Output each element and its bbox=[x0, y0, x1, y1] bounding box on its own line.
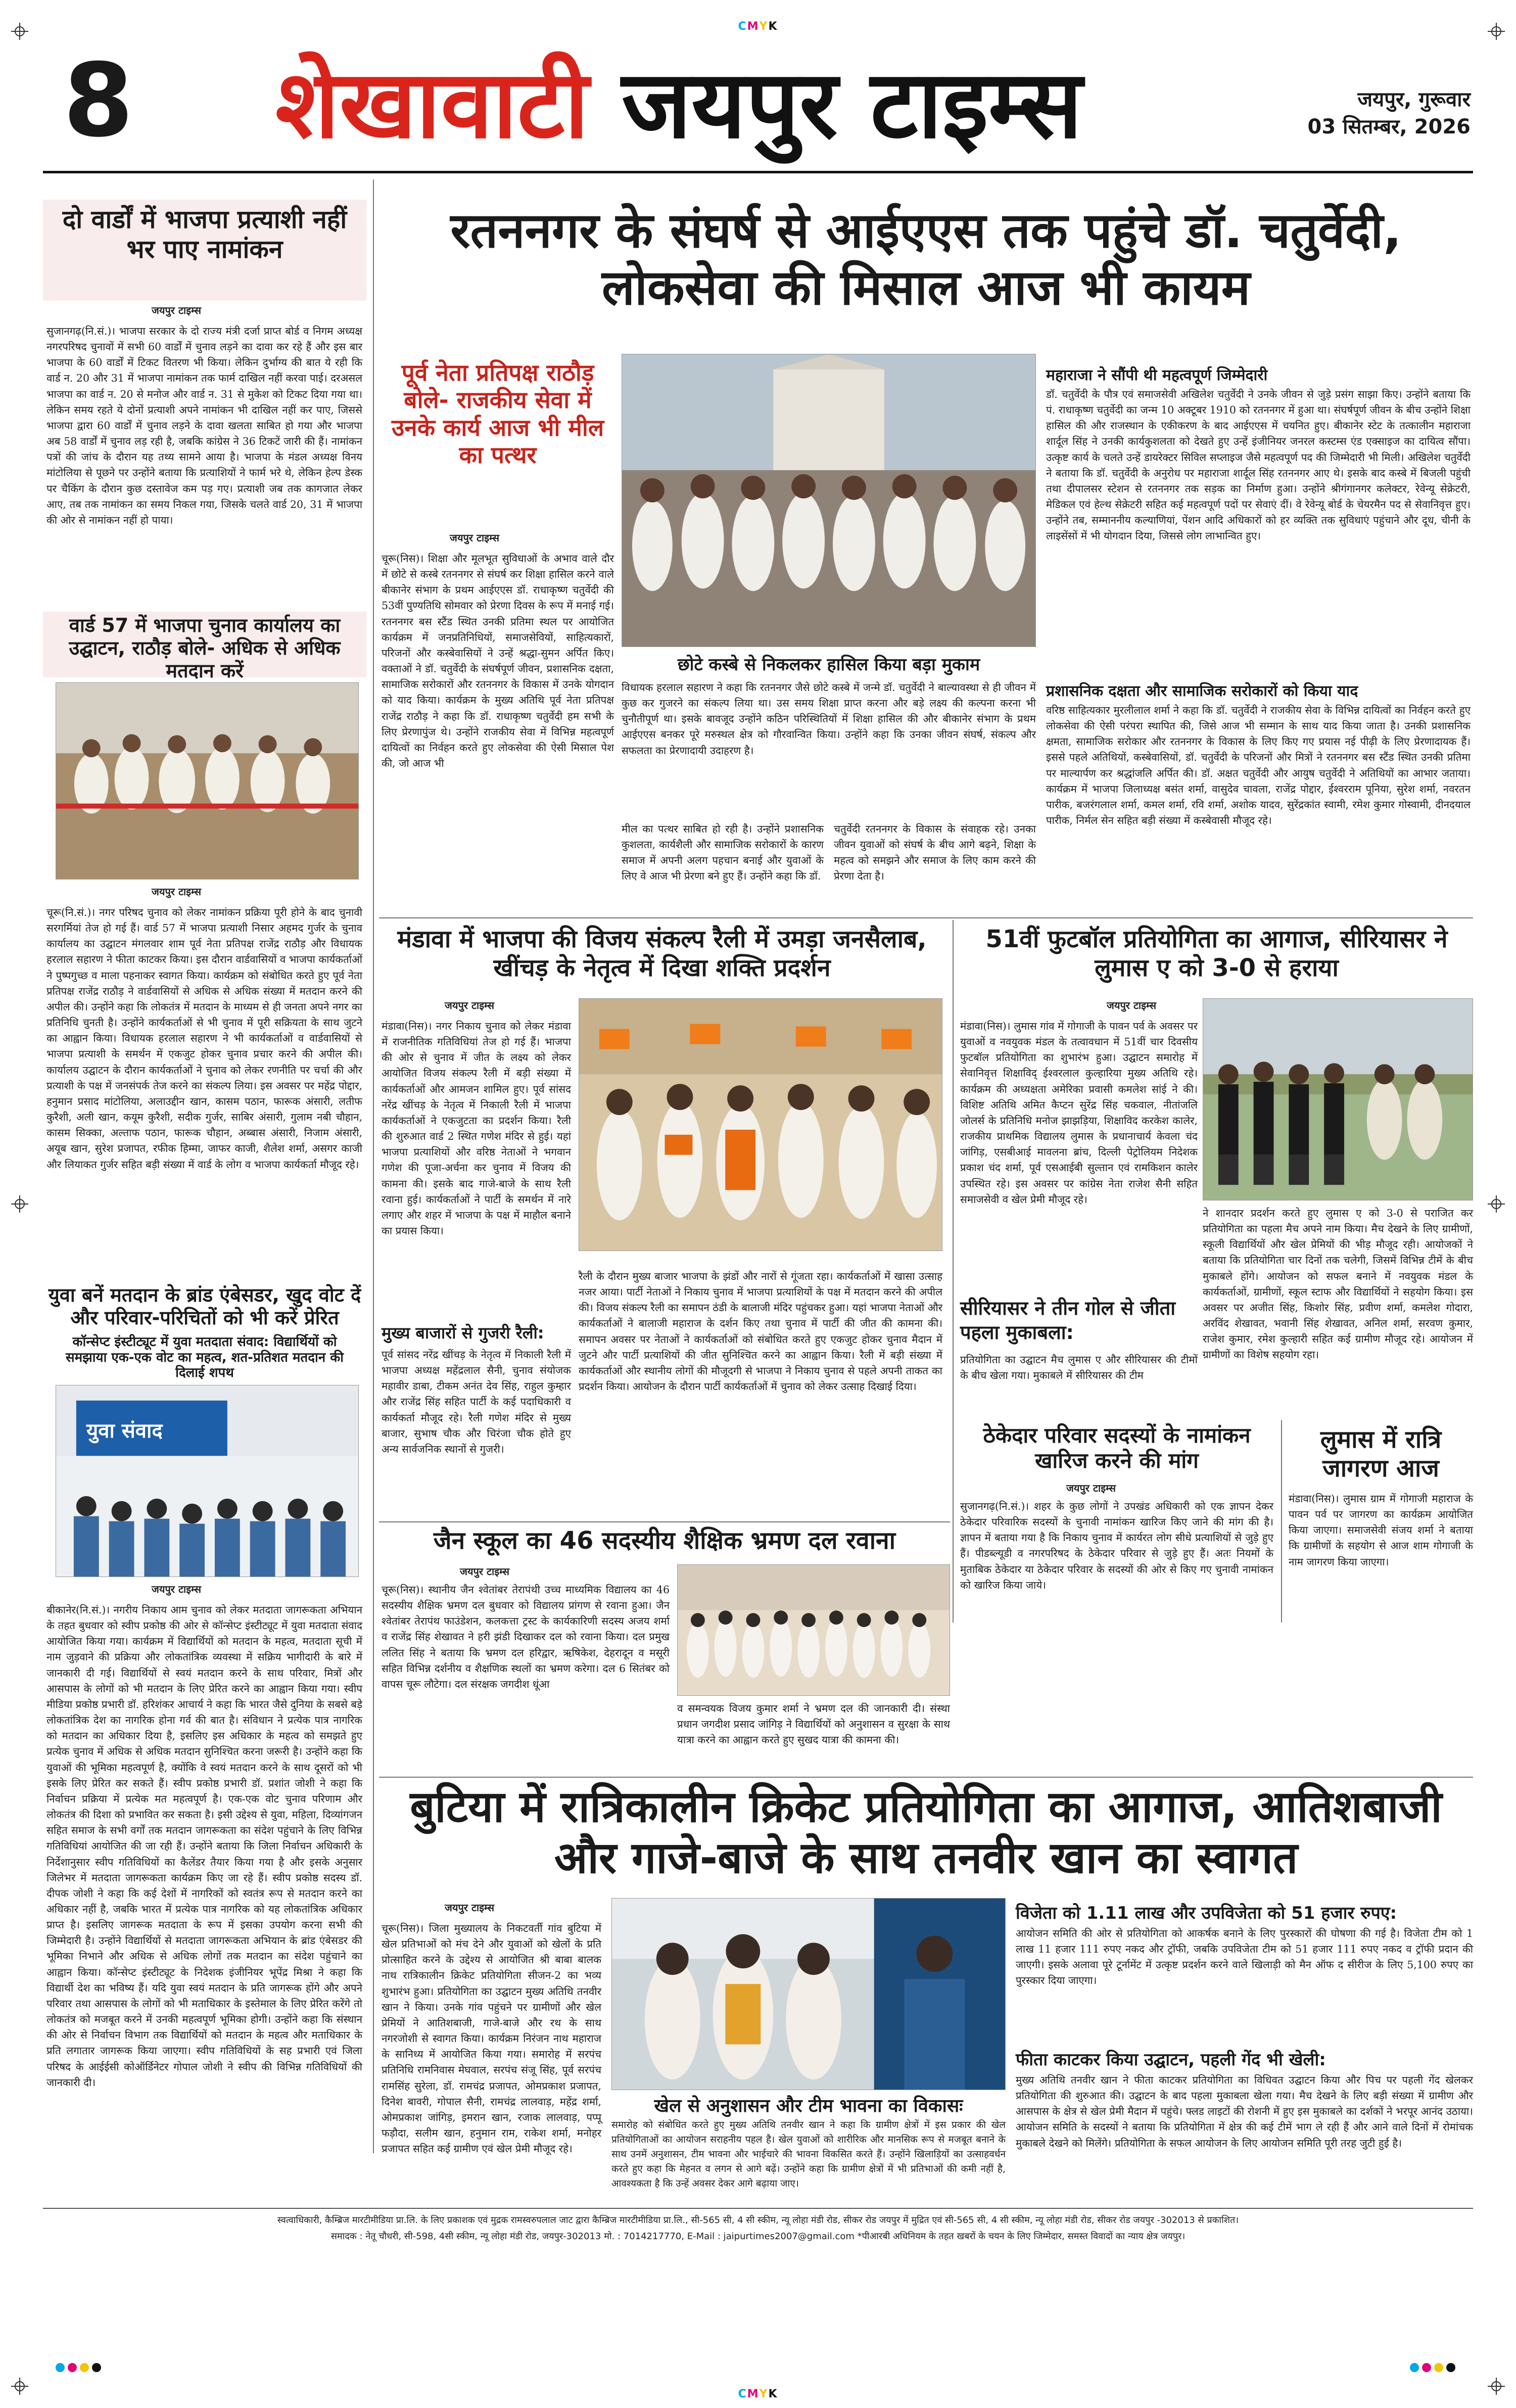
story-body: मुख्य अतिथि तनवीर खान ने फीता काटकर प्रतियोगिता का विधिवत उद्घाटन किया और पिच पर पहली गेंद खेलकर प्रतियोगिता की शुरुआत की। उद्घाटन के बाद पहला मुकाबला खेला गया। मैच देखने के लिए बड़ी संख्या में ग्रामीण और आसपास के क्षेत्र से खेल प्रेमी मैदान में पहुंचे। फ्लड लाइटों की रोशनी में हुए इस मुकाबले का दर्शकों ने भरपूर आनंद उठाया। आयोजन समिति के सदस्यों ने बताया कि प्रतियोगिता में क्षेत्र की कई टीमें भाग ले रही हैं और आने वाले दिनों में रोमांचक मुकाबले देखने को मिलेंगे। प्रतियोगिता के सफल आयोजन के लिए आयोजन समिति पूरी तरह जुटी हुई है। bbox=[1016, 2074, 1473, 2149]
story-body: सुजानगढ़(नि.सं.)। भाजपा सरकार के दो राज्य मंत्री दर्जा प्राप्त बोर्ड व निगम अध्यक्ष नगरपरिषद चुनावों में सभी 60 वार्डों में चुनाव लड़ने का दावा कर रहे हैं और इस बार भाजपा के 60 वार्डों में टिकट वितरण भी किया। लेकिन दुर्भाग्य की बात ये रही कि वार्ड न. 20 और 31 में भाजपा नामांकन तक फार्म दाखिल नहीं करवा पाई। दरअसल भाजपा का वार्ड न. 20 से मनोज और वार्ड न. 31 से मुकेश को टिकट दिया गया था। लेकिन समय रहते ये दोनों प्रत्याशी अपने नामांकन भी दाखिल नहीं कर पाए, जिससे भाजपा द्वारा 60 वार्डों में चुनाव लड़ने के दावा खलता साबित हो गया और भाजपा अब 58 वार्डों में चुनाव लड़ रही है, जबकि कांग्रेस ने 36 टिकटें जारी की हैं। नामांकन पत्रों की जांच के दौरान यह तथ्य सामने आया है। भाजपा के मंडल अध्यक्ष विनय मांटोलिया से पूछने पर उन्होंने बताया कि प्रत्याशियों ने फार्म भरे थे, लेकिन हेल्प डेस्क पर चैकिंग के दौरान कुछ दस्तावेज कम पड़ गए। प्रत्याशी जब तक कागजात लेकर आए, तब तक नामांकन का समय निकल गया, जिसके चलते वार्ड 20, 31 में भाजपा की ओर से नामांकन नहीं हो पाया। bbox=[46, 325, 362, 526]
section-rule bbox=[379, 917, 1473, 918]
byline: जयपुर टाइम्स bbox=[152, 1583, 202, 1595]
story-body: पूर्व सांसद नरेंद्र खींचड़ के नेतृत्व में निकाली रैली में भाजपा अध्यक्ष महेंद्रलाल सैनी, चुनाव संयोजक महावीर डाबा, टीकम अनंत देव सिंह, राहुल कुम्हार और राजेंद्र सिंह सहित पार्टी के कई पदाधिकारी व कार्यकर्ता मौजूद रहे। रैली गणेश मंदिर से मुख्य बाजार, सुभाष चौक और चिरंजा चौक होते हुए अन्य सार्वजनिक स्थानों से गुजरी। bbox=[382, 1349, 571, 1455]
story-body: व समन्वयक विजय कुमार शर्मा ने भ्रमण दल की जानकारी दी। संस्था प्रधान जगदीश प्रसाद जांगिड़ ने विद्यार्थियों को अनुशासन व सुरक्षा के साथ यात्रा करने का आह्वान करते हुए सुखद यात्रा की कामना की। bbox=[677, 1702, 950, 1746]
story-body: वरिष्ठ साहित्यकार मुरलीलाल शर्मा ने कहा कि डॉ. चतुर्वेदी ने राजकीय सेवा के विभिन्न दायित्वों का निर्वहन करते हुए लोकसेवा की ऐसी परंपरा स्थापित की, जिसे आज भी सम्मान के साथ याद किया जाता है। उनकी प्रशासनिक क्षमता, सामाजिक सरोकार और रतननगर के विकास के लिए किए गए प्रयास नई पीढ़ी के लिए प्रेरणादायक हैं। इससे पहले अतिथियों, कस्बेवासियों, डॉ. चतुर्वेदी के परिजनों और मित्रों ने रतननगर बस स्टैंड स्थित उनकी प्रतिमा पर माल्यार्पण कर श्रद्धांजलि अर्पित की। डॉ. अक्षत चतुर्वेदी और आयुष चतुर्वेदी ने अतिथियों का आभार जताया। कार्यक्रम में भाजपा जिलाध्यक्ष बसंत शर्मा, वासुदेव चावला, राजेंद्र पोद्दार, ईश्वरराम पूनिया, सुरेश शर्मा, नवरतन पारीक, बजरंगलाल शर्मा, कमल शर्मा, रवि शर्मा, अशोक यादव, सुरेंद्रकांत स्वामी, रमेश कुमार गोस्वामी, दीनदयाल पारीक, निर्मल सेन सहित बड़ी संख्या में कस्बेवासी मौजूद रहे। bbox=[1046, 704, 1471, 827]
banner-text: युवा संवाद bbox=[86, 1419, 163, 1443]
story-body: चूरू(निस)। शिक्षा और मूलभूत सुविधाओं के अभाव वाले दौर में छोटे से कस्बे रतननगर से संघर्ष कर शिक्षा हासिल करने वाले बीकानेर संभाग के प्रथम आईएएस डॉ. राधाकृष्ण चतुर्वेदी की 53वीं पुण्यतिथि सोमवार को प्रेरणा दिवस के रूप में मनाई गई। रतननगर बस स्टैंड स्थित उनकी प्रतिमा स्थल पर आयोजित कार्यक्रम में जनप्रतिनिधियों, समाजसेवियों, साहित्यकारों, परिजनों और कस्बेवासियों ने उन्हें श्रद्धा-सुमन अर्पित किए। वक्ताओं ने डॉ. चतुर्वेदी के संघर्षपूर्ण जीवन, प्रशासनिक दक्षता, सामाजिक सरोकारों और रतननगर के विकास में उनके योगदान को याद किया। कार्यक्रम के मुख्य अतिथि पूर्व नेता प्रतिपक्ष राजेंद्र राठौड़ ने कहा कि डॉ. राधाकृष्ण चतुर्वेदी हम सभी के लिए प्रेरणापुंज थे। उन्होंने राजकीय सेवा में विभिन्न महत्वपूर्ण दायित्वों का निर्वहन करते हुए लोकसेवा की ऐसी मिसाल पेश की, जो आज भी bbox=[382, 552, 614, 770]
column-rule bbox=[373, 179, 374, 2153]
story-body: रैली के दौरान मुख्य बाजार भाजपा के झंडों और नारों से गूंजता रहा। कार्यकर्ताओं में खासा उत्साह नजर आया। पार्टी नेताओं ने निकाय चुनाव में भाजपा प्रत्याशियों के पक्ष में मतदान करने की अपील की। विजय संकल्प रैली का समापन ठंडी के बालाजी मंदिर पहुंचकर हुआ। यहां भाजपा नेताओं और कार्यकर्ताओं ने बालाजी महाराज के दर्शन किए तथा चुनाव में पार्टी की जीत की कामना की। समापन अवसर पर नेताओं ने कार्यकर्ताओं को संबोधित करते हुए एकजुट होकर चुनाव मैदान में जुटने और पार्टी प्रत्याशियों की जीत सुनिश्चित करने का आह्वान किया। रैली में बड़ी संख्या में कार्यकर्ताओं और स्थानीय लोगों की मौजूदगी से भाजपा ने निकाय चुनाव से पहले अपनी ताकत का प्रदर्शन किया। आयोजन के दौरान पार्टी कार्यकर्ताओं में चुनाव को लेकर उत्साह दिखाई दिया। bbox=[579, 1270, 942, 1393]
story-body: डॉ. चतुर्वेदी के पौत्र एवं समाजसेवी अखिलेश चतुर्वेदी ने उनके जीवन से जुड़े प्रसंग साझा किए। उन्होंने बताया कि पं. राधाकृष्ण चतुर्वेदी का जन्म 10 अक्टूबर 1910 को रतननगर में हुआ था। संघर्षपूर्ण जीवन के बीच उन्होंने शिक्षा हासिल की और राजस्थान के एकीकरण के बाद आईएएस में चयनित हुए। बीकानेर स्टेट के तत्कालीन महाराजा शार्दूल सिंह ने उनकी कार्यकुशलता को देखते हुए उन्हें इंजीनियर जनरल कस्टम्स एंड एक्साइज का दायित्व सौंपा। उत्कृष्ट कार्य के चलते उन्हें डायरेक्टर सिविल सप्लाइज जैसे महत्वपूर्ण पद की जिम्मेदारी भी मिली। अखिलेश चतुर्वेदी ने बताया कि डॉ. चतुर्वेदी के अनुरोध पर महाराजा शार्दूल सिंह रतननगर आए थे। इसके बाद कस्बे में बिजली पहुंची तथा दीपालसर स्टेशन से रतननगर तक सड़क का निर्माण हुआ। उन्होंने श्रीगंगानगर कलेक्टर, रेवेन्यू सेक्रेटरी, मेडिकल एवं हेल्थ सेक्रेटरी सहित कई महत्वपूर्ण पदों पर सेवाएं दीं। वे रेवेन्यू बोर्ड के चेयरमैन पद से सेवानिवृत्त हुए। उन्होंने तब, सम्माननीय कल्याणियां, पेंशन आदि अधिकारों को हर व्यक्ति तक सुविधाएं पहुंचाने और दूध, चीनी के लाइसेंसों में भी योगदान दिया, जिससे लोग लाभान्वित हुए। bbox=[1046, 388, 1471, 542]
byline: जयपुर टाइम्स bbox=[460, 1565, 510, 1578]
story-body: मील का पत्थर साबित हो रही है। उन्होंने प्रशासनिक कुशलता, कार्यशैली और सामाजिक सरोकारों के कारण समाज में अपनी अलग पहचान बनाई और युवाओं के लिए वे आज भी प्रेरणा बने हुए हैं। उन्होंने कहा कि डॉ. bbox=[622, 823, 824, 883]
lead-side-headline: पूर्व नेता प्रतिपक्ष राठौड़ बोले- राजकीय सेवा में उनके कार्य आज भी मील का पत्थर bbox=[391, 359, 604, 469]
column-rule bbox=[1281, 1420, 1282, 1623]
story-body: मंडावा(निस)। लुमास ग्राम में गोगाजी महाराज के पावन पर्व पर जागरण का कार्यक्रम आयोजित किया जाएगा। समाजसेवी संजय शर्मा ने बताया कि ग्रामीणों के सहयोग से आज शाम गोगाजी के नाम जागरण किया जाएगा। bbox=[1289, 1493, 1473, 1568]
story-headline: लुमास में रात्रि जागरण आज bbox=[1320, 1425, 1442, 1483]
section-rule bbox=[379, 1521, 950, 1522]
story-body: ने शानदार प्रदर्शन करते हुए लुमास ए को 3-0 से पराजित कर प्रतियोगिता का पहला मैच अपने नाम किया। मैच देखने के लिए ग्रामीणों, स्कूली विद्यार्थियों और खेल प्रेमियों की भीड़ मौजूद रही। आयोजकों ने बताया कि प्रतियोगिता चार दिनों तक चलेगी, जिसमें विभिन्न टीमें के बीच मुकाबले होंगे। आयोजन को सफल बनाने में नवयुवक मंडल के कार्यकर्ताओं, ग्रामीणों, स्कूल स्टाफ और विद्यार्थियों ने सहयोग किया। इस अवसर पर अजीत सिंह, किशोर सिंह, प्रवीण शर्मा, कमलेश गोदारा, अरविंद शेखावत, भवानी सिंह शेखावत, अनिल शर्मा, सरवण कुमार, राजेश कुमार, रमेश कुल्हारी सहित कई ग्रामीण मौजूद रहे। आयोजन में ग्रामीणों का विशेष सहयोग रहा। bbox=[1203, 1207, 1473, 1361]
story-body: चतुर्वेदी रतननगर के विकास के संवाहक रहे। उनका जीवन युवाओं को संघर्ष के बीच आगे बढ़ने, शिक्षा के महत्व को समझने और समाज के लिए काम करने की प्रेरणा देता है। bbox=[834, 823, 1036, 883]
column-rule bbox=[953, 920, 954, 1623]
masthead-city-day: जयपुर, गुरूवार bbox=[1357, 88, 1471, 111]
story-body: चूरू(निस)। स्थानीय जैन श्वेतांबर तेरापंथी उच्च माध्यमिक विद्यालय का 46 सदस्यीय शैक्षिक भ्रमण दल बुधवार को विद्यालय प्रांगण से रवाना हुआ। जैन श्वेतांबर तेरापंथ फाउंडेशन, कलकत्ता ट्रस्ट के कार्यकारिणी सदस्य अजय शर्मा व राजेंद्र सिंह शेखावत ने हरी झंडी दिखाकर दल को रवाना किया। दल प्रमुख ललित सिंह ने बताया कि भ्रमण दल हरिद्वार, ऋषिकेश, देहरादून व मसूरी सहित विभिन्न दर्शनीय व शैक्षणिक स्थलों का भ्रमण करेगा। दल 6 सितंबर को वापस चूरू लौटेगा। दल संरक्षक जगदीश धूंआ bbox=[382, 1584, 670, 1690]
story-headline: वार्ड 57 में भाजपा चुनाव कार्यालय का उद्घाटन, राठौड़ बोले- अधिक से अधिक मतदान करें bbox=[69, 614, 341, 682]
story-body: मंडावा(निस)। नगर निकाय चुनाव को लेकर मंडावा में राजनीतिक गतिविधियां तेज हो गई हैं। भाजपा की ओर से चुनाव में जीत के लक्ष्य को लेकर आयोजित विजय संकल्प रैली में बड़ी संख्या में कार्यकर्ताओं और आमजन शामिल हुए। पूर्व सांसद नरेंद्र खींचड़ के नेतृत्व में निकाली रैली में भाजपा कार्यकर्ताओं ने एकजुटता का प्रदर्शन किया। रैली की शुरुआत वार्ड 2 स्थित गणेश मंदिर से हुई। यहां भाजपा प्रत्याशियों और वरिष्ठ नेताओं ने भगवान गणेश की पूजा-अर्चना कर चुनाव में विजय की कामना की। इसके बाद गाजे-बाजे के साथ रैली रवाना हुई। कार्यकर्ताओं ने पार्टी के समर्थन में नारे लगाए और शहर में भाजपा के पक्ष में माहौल बनाने का प्रयास किया। bbox=[382, 1020, 571, 1237]
story-subhead: विजेता को 1.11 लाख और उपविजेता को 51 हजार रुपए: bbox=[1016, 1901, 1473, 1924]
masthead bbox=[43, 40, 1473, 167]
photo-victory-rally bbox=[579, 998, 942, 1251]
masthead-rule bbox=[43, 171, 1473, 173]
masthead-date: 03 सितम्बर, 2026 bbox=[1307, 115, 1471, 138]
story-body: चूरू(निस)। जिला मुख्यालय के निकटवर्ती गांव बुटिया में खेल प्रतिभाओं को मंच देने और युवाओं को खेलों के प्रति प्रोत्साहित करने के उद्देश्य से आयोजित श्री बाबा बालक नाथ रात्रिकालीन क्रिकेट प्रतियोगिता सीजन-2 का भव्य शुभारंभ हुआ। प्रतियोगिता का उद्घाटन मुख्य अतिथि तनवीर खान ने किया। उनके गांव पहुंचने पर ग्रामीणों और खेल प्रेमियों ने आतिशबाजी, गाजे-बाजे और रथ के साथ नगरजोशी से स्वागत किया। कार्यक्रम निरंजन नाथ महाराज के सानिध्य में आयोजित किया गया। समारोह में सरपंच प्रतिनिधि रामनिवास मेघवाल, सरपंच संजू सिंह, पूर्व सरपंच रामसिंह सुरेला, डॉ. रामचंद्र प्रजापत, ओमप्रकाश प्रजापत, दिनेश बावरी, गोपाल सैनी, रामचंद्र लालवाड़, महेंद्र शर्मा, ओमप्रकाश जांगिड़, इमरान खान, रजाक लालवाड़, पप्पू फड़ौदा, सलीम खान, हनुमान राम, राकेश शर्मा, मनोहर प्रजापत सहित कई ग्रामीण एवं खेल प्रेमी मौजूद रहे। bbox=[382, 1922, 601, 2155]
crop-mark-mid-right bbox=[1488, 1195, 1505, 1213]
photo-office-inauguration bbox=[56, 682, 359, 879]
story-headline: मंडावा में भाजपा की विजय संकल्प रैली में उमड़ा जनसैलाब, खींचड़ के नेतृत्व में दिखा शक्ति प्रदर्शन bbox=[397, 925, 927, 982]
story-subhead: फीता काटकर किया उद्घाटन, पहली गेंद भी खेली: bbox=[1016, 2047, 1473, 2070]
story-body: सुजानगढ़(नि.सं.)। शहर के कुछ लोगों ने उपखंड अधिकारी को एक ज्ञापन देकर ठेकेदार परिवारिक सदस्यों के चुनावी नामांकन खारिज किए जाने की मांग की है। ज्ञापन में बताया गया है कि निकाय चुनाव में कार्यरत लोग सीधे प्रत्याशियों से जुड़े हुए हैं। पीडब्ल्यूडी व नगरपरिषद के ठेकेदार परिवार से जुड़े हुए हैं। अतः नियमों के मुताबिक ठेकेदार या ठेकेदार परिवार के सदस्यों की ओर से किए गए चुनावी नामांकन को खारिज किया जाये। bbox=[960, 1500, 1273, 1591]
page-number: 8 bbox=[63, 42, 134, 160]
story-body: प्रतियोगिता का उद्घाटन मैच लुमास ए और सीरियासर की टीमों के बीच खेला गया। मुकाबले में सीरियासर की टीम bbox=[960, 1354, 1198, 1382]
footer-rule bbox=[43, 2208, 1473, 2209]
crop-mark-bottom-right bbox=[1488, 2378, 1505, 2395]
story-headline: ठेकेदार परिवार सदस्यों के नामांकन खारिज करने की मांग bbox=[983, 1423, 1251, 1473]
story-body: आयोजन समिति की ओर से प्रतियोगिता को आकर्षक बनाने के लिए पुरस्कारों की घोषणा की गई है। विजेता टीम को 1 लाख 11 हजार 111 रुपए नकद और ट्रॉफी, जबकि उपविजेता टीम को 51 हजार 111 रुपए नकद व ट्रॉफी प्रदान की जाएगी। इसके अलावा पूरे टूर्नामेंट में उत्कृष्ट प्रदर्शन करने वाले खिलाड़ी को मैन ऑफ द सीरीज के लिए 5,100 रुपए का पुरस्कार दिया जाएगा। bbox=[1016, 1927, 1473, 1987]
crop-mark-top-left bbox=[11, 23, 28, 40]
photo-cricket-inauguration bbox=[611, 1898, 1006, 2090]
photo-school-tour-group bbox=[677, 1564, 950, 1696]
color-bar-left bbox=[56, 2363, 101, 2372]
lead-headline: रतननगर के संघर्ष से आईएएस तक पहुंचे डॉ. चतुर्वेदी, लोकसेवा की मिसाल आज भी कायम bbox=[450, 202, 1402, 316]
photo-voter-awareness bbox=[56, 1385, 359, 1577]
story-body: विधायक हरलाल सहारण ने कहा कि रतननगर जैसे छोटे कस्बे में जन्मे डॉ. चतुर्वेदी ने बाल्यावस्था से ही जीवन में कुछ कर गुजरने का संकल्प लिया था। उस समय शिक्षा प्राप्त करना और बड़े लक्ष्य की कल्पना करना भी चुनौतीपूर्ण था। इसके बावजूद उन्होंने कठिन परिस्थितियों में शिक्षा हासिल की और बीकानेर संभाग के प्रथम आईएएस बनकर पूरे मरुस्थल क्षेत्र को गौरवान्वित किया। उन्होंने कहा कि उनका जीवन संघर्ष, संकल्प और सफलता का प्रेरणादायी उदाहरण है। bbox=[622, 681, 1036, 757]
lead-subhead: प्रशासनिक दक्षता और सामाजिक सरोकारों को किया याद bbox=[1046, 680, 1471, 701]
byline: जयपुर टाइम्स bbox=[1107, 999, 1157, 1011]
crop-mark-bottom-left bbox=[11, 2378, 28, 2395]
byline: जयपुर टाइम्स bbox=[445, 1902, 495, 1914]
crop-mark-top-right bbox=[1488, 23, 1505, 40]
masthead-brand bbox=[275, 51, 1082, 159]
footer-imprint: स्वत्वाधिकारी, कैम्ब्रिज मारटीमीडिया प्रा.लि. के लिए प्रकाशक एवं मुद्रक रामस्वरुपलाल जाट द्वारा कैम्ब्रिज मारटीमीडिया प्रा.लि., सी-565 सी, 4 सी स्कीम, न्यू लोहा मंडी रोड, सीकर रोड जयपुर में मुद्रित एवं सी-565 सी, 4 सी स्कीम, न्यू लोहा मंडी रोड, सीकर रोड जयपुर -302013 से प्रकाशित। bbox=[277, 2215, 1239, 2226]
byline: जयपुर टाइम्स bbox=[152, 886, 202, 898]
photo-tribute-ceremony bbox=[622, 354, 1036, 647]
lead-subhead: महाराजा ने सौंपी थी महत्वपूर्ण जिम्मेदारी bbox=[1046, 364, 1471, 385]
brand-black: जयपुर टाइम्स bbox=[622, 50, 1082, 159]
footer-editor: समादक : नेतू चौधरी, सी-598, 4सी स्कीम, न्यू लोहा मंडी रोड, जयपुर-302013 मो. : 7014217770, E-Mail : jaipurtimes2007@gmail.com *पीआरबी अधिनियम के तहत खबरों के चयन के लिए जिम्मेदार, समस्त विवादों का न्याय क्षेत्र जयपुर। bbox=[330, 2231, 1186, 2242]
story-body: बीकानेर(नि.सं.)। नगरीय निकाय आम चुनाव को लेकर मतदाता जागरूकता अभियान के तहत बुधवार को स्वीप प्रकोष्ठ की ओर से कॉन्सेप्ट इंस्टीट्यूट में युवा मतदाता संवाद आयोजित किया गया। कार्यक्रम में विद्यार्थियों को मतदान के महत्व, मतदाता सूची में नाम जुड़वाने की प्रक्रिया और लोकतांत्रिक व्यवस्था में सक्रिय भागीदारी के बारे में जानकारी दी गई। विद्यार्थियों से स्वयं मतदान करने के साथ परिवार, मित्रों और आसपास के लोगों को भी मतदान के लिए प्रेरित करने का आह्वान किया गया। स्वीप मीडिया प्रकोष्ठ प्रभारी डॉ. हरिशंकर आचार्य ने कहा कि भारत जैसे दुनिया के सबसे बड़े लोकतांत्रिक देश का नागरिक होना गर्व की बात है। संविधान ने प्रत्येक पात्र नागरिक को मतदान का अधिकार दिया है, इसलिए इस अधिकार के महत्व को समझते हुए प्रत्येक चुनाव में अधिक से अधिक मतदान सुनिश्चित करना जरूरी है। उन्होंने कहा कि युवाओं की भूमिका महत्वपूर्ण है, क्योंकि वे स्वयं मतदान करने के साथ दूसरों को भी इसके लिए प्रेरित कर सकते हैं। स्वीप प्रकोष्ठ प्रभारी डॉ. प्रशांत जोशी ने कहा कि निर्वाचन प्रक्रिया में प्रत्येक मत महत्वपूर्ण है। एक-एक वोट चुनाव परिणाम और लोकतंत्र की दिशा को प्रभावित कर सकता है। इसी उद्देश्य से युवा, महिला, दिव्यांगजन सहित समाज के सभी वर्गों तक मतदान जागरूकता का संदेश पहुंचाने के लिए विभिन्न गतिविधियां आयोजित की जा रही हैं। उन्होंने बताया कि जिला निर्वाचन अधिकारी के निर्देशानुसार स्वीप गतिविधियों का कैलेंडर तैयार किया गया है और इसके अनुसार जिलेभर में मतदाता जागरूकता कार्यक्रम किए जा रहे हैं। स्वीप प्रकोष्ठ सदस्य डॉ. दीपक जोशी ने कहा कि कई देशों में नागरिकों को स्वतंत्र रूप से मतदान करने का अधिकार नहीं है, जबकि भारत में प्रत्येक पात्र नागरिक को यह लोकतांत्रिक अधिकार प्राप्त है। इसलिए जागरूक मतदाता के रूप में इसका उपयोग करना सभी की जिम्मेदारी है। उन्होंने विद्यार्थियों से मतदाता जागरूकता अभियान के ब्रांड एंबेसडर की भूमिका निभाने और अधिक से अधिक लोगों तक मतदान का संदेश पहुंचाने का आह्वान किया। कॉन्सेप्ट इंस्टीट्यूट के निदेशक इंजीनियर भूपेंद्र मिश्रा ने कहा कि विद्यार्थी देश का भविष्य हैं। यदि युवा स्वयं मतदान के प्रति जागरूक होंगे और अपने परिवार तथा आसपास के लोगों को भी मताधिकार के इस्तेमाल के लिए प्रेरित करेंगे तो लोकतंत्र को मजबूत करने में उनकी महत्वपूर्ण भूमिका होगी। उन्होंने कहा कि संस्थान की ओर से निर्वाचन विभाग तक विद्यार्थियों को मतदान के महत्व और मताधिकार के प्रति लगातार जागरूक किया जाएगा। स्वीप गतिविधियों के सह प्रभारी एवं जिला परिषद के आईईसी कोऑर्डिनेटर गोपाल जोशी ने स्वीप की विभिन्न गतिविधियों की जानकारी दी। bbox=[46, 1604, 362, 2089]
story-body: समारोह को संबोधित करते हुए मुख्य अतिथि तनवीर खान ने कहा कि ग्रामीण क्षेत्रों में इस प्रकार की खेल प्रतियोगिताओं का आयोजन सराहनीय पहल है। खेल युवाओं को शारीरिक और मानसिक रूप से मजबूत बनाने के साथ उनमें अनुशासन, टीम भावना और भाईचारे की भावना विकसित करते हैं। उन्होंने खिलाड़ियों का उत्साहवर्धन करते हुए कहा कि मेहनत व लगन से आगे बढ़ें। उन्होंने कहा कि ग्रामीण क्षेत्रों में भी प्रतिभाओं की कमी नहीं है, आवश्यकता है कि उन्हें अवसर देकर आगे बढ़ाया जाए। bbox=[611, 2119, 1006, 2189]
byline: जयपुर टाइम्स bbox=[1066, 1482, 1116, 1494]
section-rule bbox=[379, 1777, 1473, 1778]
story-subhead: सीरियासर ने तीन गोल से जीता पहला मुकाबला: bbox=[960, 1296, 1198, 1345]
photo-football-match bbox=[1203, 998, 1473, 1200]
lead-photo-caption: छोटे कस्बे से निकलकर हासिल किया बड़ा मुकाम bbox=[622, 652, 1036, 675]
story-headline: दो वार्डों में भाजपा प्रत्याशी नहीं भर पाए नामांकन bbox=[62, 205, 347, 264]
story-subhead: मुख्य बाजारों से गुजरी रैली: bbox=[382, 1322, 571, 1344]
byline: जयपुर टाइम्स bbox=[152, 304, 202, 316]
color-bar-right bbox=[1410, 2363, 1455, 2372]
color-registration-label: CMYK bbox=[738, 20, 778, 33]
byline: जयपुर टाइम्स bbox=[445, 999, 495, 1011]
byline: जयपुर टाइम्स bbox=[450, 532, 500, 544]
crop-mark-mid-left bbox=[11, 1195, 28, 1213]
story-body: मंडावा(निस)। लुमास गांव में गोगाजी के पावन पर्व के अवसर पर युवाओं व नवयुवक मंडल के तत्वावधान में 51वीं चार दिवसीय फुटबॉल प्रतियोगिता का शुभारंभ हुआ। उद्घाटन समारोह में सेवानिवृत्त शिक्षाविद् ईश्वरलाल कुल्हारिया मुख्य अतिथि रहे। कार्यक्रम की अध्यक्षता अमेरिका प्रवासी कमलेश सांई ने की। विशिष्ट अतिथि अमित कैप्टन सुरेंद्र सिंह चकवाल, नीतांजलि जोलर्स के प्रतिनिधि मनोज झाझड़िया, शिक्षाविद करकेश कालेर, राजकीय प्राथमिक विद्यालय लुमास के प्रधानाचार्य केवला चंद जांगिड़, एसबीआई मावलना ब्रांच, दिल्ली पेट्रोलियम निदेशक प्रकाश चंद शर्मा, पूर्व एसआईबी सुल्तान एवं रामकिशन कालेर उपस्थित रहे। इस अवसर पर कांग्रेस नेता राजेश सैनी सहित समाजसेवी व खेल प्रेमी मौजूद रहे। bbox=[960, 1020, 1198, 1206]
story-headline: जैन स्कूल का 46 सदस्यीय शैक्षिक भ्रमण दल रवाना bbox=[433, 1526, 896, 1555]
story-deck: कॉन्सेप्ट इंस्टीट्यूट में युवा मतदाता संवाद: विद्यार्थियों को समझाया एक-एक वोट का महत्व, शत-प्रतिशत मतदान की दिलाई शपथ bbox=[66, 1334, 344, 1381]
story-body: चूरू(नि.सं.)। नगर परिषद चुनाव को लेकर नामांकन प्रक्रिया पूरी होने के बाद चुनावी सरगर्मियां तेज हो गई हैं। वार्ड 57 में भाजपा प्रत्याशी निसार अहमद गुर्जर के चुनाव कार्यालय का उद्घाटन मंगलवार शाम पूर्व नेता प्रतिपक्ष राजेंद्र राठौड़ और विधायक हरलाल सहारण ने फीता काटकर किया। इस दौरान वार्डवासियों व भाजपा कार्यकर्ताओं ने पुष्पगुच्छ व माला पहनाकर स्वागत किया। कार्यक्रम को संबोधित करते हुए पूर्व नेता प्रतिपक्ष राजेंद्र राठौड़ ने वार्डवासियों से अधिक से अधिक संख्या में मतदान करने की अपील की। उन्होंने कहा कि लोकतंत्र में मतदान के माध्यम से ही जनता अपने नगर का प्रतिनिधि चुनती है। उन्होंने कार्यकर्ताओं से भी चुनाव में पूरी सक्रियता के साथ जुटने का आह्वान किया। विधायक हरलाल सहारण ने भी कार्यकर्ताओं व वार्डवासियों से भाजपा प्रत्याशी के समर्थन में एकजुट होकर चुनाव प्रचार करने की अपील की। कार्यालय उद्घाटन के दौरान कार्यकर्ताओं ने चुनाव को लेकर रणनीति पर चर्चा की और प्रत्याशी के पक्ष में जनसंपर्क तेज करने का संकल्प लिया। इस अवसर पर महेंद्र पोद्दार, हनुमान प्रसाद मांटोलिया, अलाउद्दीन खान, कासम पठान, फारूक अंसारी, लतीफ कुरैशी, अली खान, कयूम कुरैशी, सदीक गुर्जर, साबिर अंसारी, गुलाम नबी चौहान, कासम सिक्का, अल्ताफ पठान, फारूक चौहान, अब्बास अंसारी, निजाम अंसारी, अयूब खान, सुरेश प्रजापत, रफीक हिम्मा, जाफर काजी, शैलेश शर्मा, असगर काजी और लियाकत गुर्जर सहित बड़ी संख्या में वार्ड के लोग व भाजपा कार्यकर्ता मौजूद रहे। bbox=[46, 906, 362, 1171]
story-headline: 51वीं फुटबॉल प्रतियोगिता का आगाज, सीरियासर ने लुमास ए को 3-0 से हराया bbox=[985, 925, 1448, 982]
color-registration-label-bottom: CMYK bbox=[738, 2388, 778, 2400]
brand-red: शेखावाटी bbox=[275, 50, 589, 159]
photo-caption: खेल से अनुशासन और टीम भावना का विकासः bbox=[611, 2093, 1006, 2117]
story-headline: युवा बनें मतदान के ब्रांड एंबेसडर, खुद वोट दें और परिवार-परिचितों को भी करें प्रेरित bbox=[48, 1284, 361, 1329]
story-headline: बुटिया में रात्रिकालीन क्रिकेट प्रतियोगिता का आगाज, आतिशबाजी और गाजे-बाजे के साथ तनवीर खान का स्वागत bbox=[410, 1782, 1442, 1884]
